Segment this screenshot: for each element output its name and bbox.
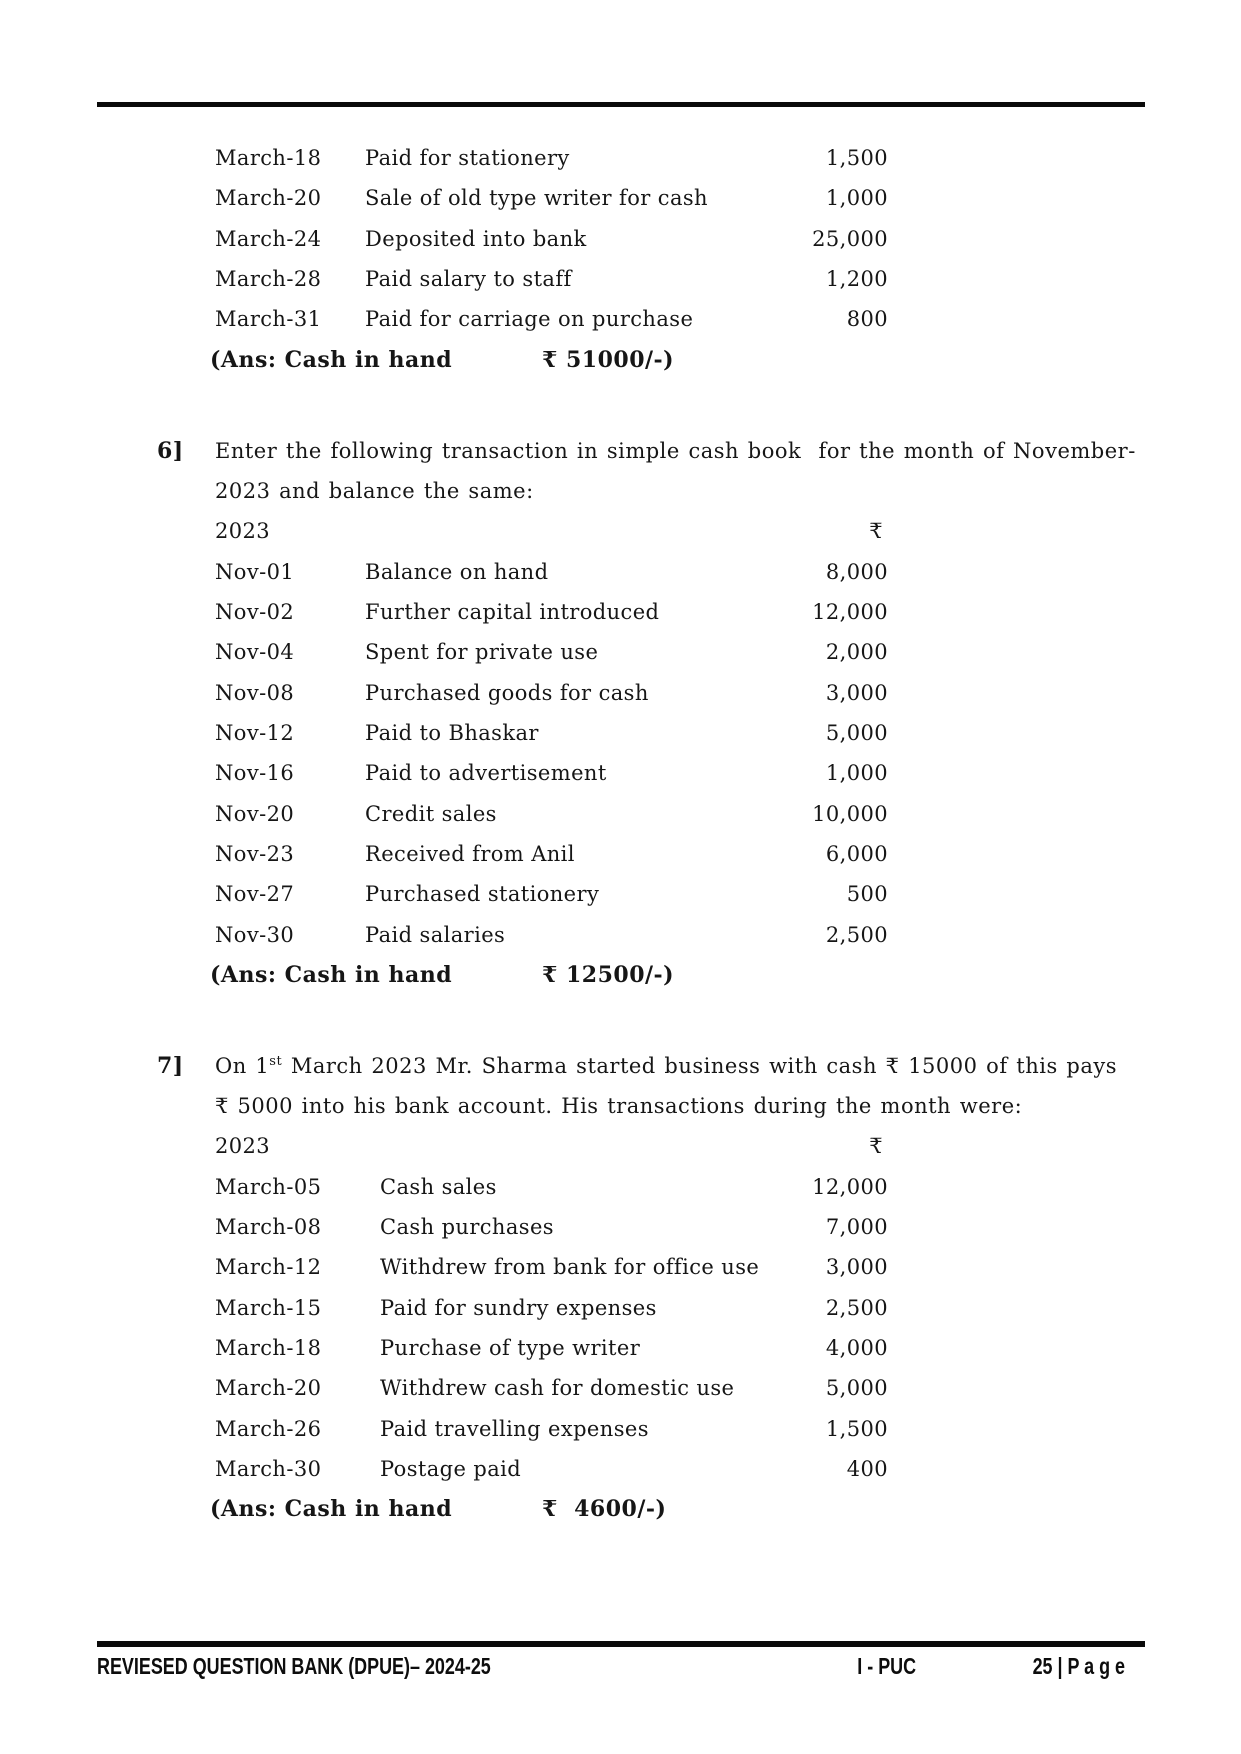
transaction-description: Received from Anil	[365, 841, 575, 866]
question-text: ₹ 5000 into his bank account. His transactions during the month were:	[215, 1094, 1023, 1119]
year-label: 2023	[215, 1134, 271, 1159]
transaction-date: Nov-23	[215, 841, 295, 866]
question-7-line-2	[97, 1086, 1145, 1126]
transaction-amount: 1,500	[825, 1416, 888, 1441]
transaction-description: Paid salary to staff	[365, 266, 572, 291]
transaction-description: Paid for sundry expenses	[380, 1295, 657, 1320]
transaction-row	[97, 834, 1145, 874]
transaction-description: Postage paid	[380, 1457, 522, 1482]
question-number: 6]	[157, 437, 184, 464]
transaction-amount: 3,000	[825, 1255, 888, 1280]
transaction-date: March-18	[215, 146, 322, 170]
year-label: 2023	[215, 519, 271, 544]
footer-center-text: I - PUC	[857, 1653, 917, 1679]
answer-amount: ₹ 12500/-)	[542, 961, 675, 988]
question-6-line-2	[97, 471, 1145, 511]
transaction-row	[97, 178, 1145, 218]
question-text-part: March 2023 Mr. Sharma started business with cash ₹ 15000 of this pays	[282, 1053, 1117, 1078]
transaction-description: Purchased goods for cash	[365, 680, 649, 705]
transaction-date: March-15	[215, 1295, 322, 1320]
transaction-row	[97, 1328, 1145, 1368]
transaction-row	[97, 299, 1145, 339]
answer-line-prev	[97, 340, 1145, 380]
transaction-date: March-05	[215, 1174, 322, 1199]
transaction-amount: 6,000	[825, 841, 888, 866]
transaction-row	[97, 1247, 1145, 1287]
transaction-row	[97, 753, 1145, 793]
transaction-amount: 25,000	[812, 226, 888, 251]
transaction-date: March-08	[215, 1215, 322, 1240]
transaction-description: Paid travelling expenses	[380, 1416, 649, 1441]
transaction-date: March-28	[215, 266, 322, 291]
page-footer	[97, 1651, 1145, 1681]
question-number: 7]	[157, 1052, 184, 1079]
transaction-date: March-26	[215, 1416, 322, 1441]
transaction-date: March-12	[215, 1255, 322, 1280]
transaction-description: Paid to Bhaskar	[365, 720, 539, 745]
transaction-description: Credit sales	[365, 801, 497, 826]
transaction-list-q7	[97, 1167, 1145, 1490]
rupee-symbol: ₹	[869, 1134, 883, 1159]
transaction-date: Nov-02	[215, 599, 295, 624]
transaction-description: Paid for stationery	[365, 146, 570, 170]
transaction-row	[97, 632, 1145, 672]
question-7-line-1	[97, 1046, 1145, 1086]
transaction-date: March-20	[215, 186, 322, 211]
transaction-amount: 7,000	[825, 1215, 888, 1240]
question-text-part: On 1	[215, 1053, 270, 1078]
section-gap	[97, 995, 1145, 1046]
footer-left-text: REVIESED QUESTION BANK (DPUE)– 2024-25	[97, 1653, 491, 1679]
transaction-amount: 3,000	[825, 680, 888, 705]
footer-page-number: 25 | P a g e	[1033, 1653, 1126, 1679]
transaction-description: Cash sales	[380, 1174, 497, 1199]
transaction-description: Further capital introduced	[365, 599, 660, 624]
transaction-date: March-31	[215, 307, 322, 332]
transaction-date: Nov-01	[215, 559, 295, 584]
transaction-date: Nov-20	[215, 801, 295, 826]
transaction-description: Purchased stationery	[365, 882, 600, 907]
transaction-amount: 2,500	[825, 922, 888, 947]
transaction-date: March-30	[215, 1457, 322, 1482]
question-text: 2023 and balance the same:	[215, 478, 534, 503]
section-gap	[97, 380, 1145, 431]
transaction-description: Purchase of type writer	[380, 1336, 641, 1361]
transaction-row	[97, 138, 1145, 178]
transaction-amount: 1,000	[825, 761, 888, 786]
answer-line-q6	[97, 955, 1145, 995]
transaction-list-prev	[97, 138, 1145, 340]
transaction-row	[97, 1167, 1145, 1207]
question-text	[215, 1046, 1117, 1086]
answer-amount: ₹ 51000/-)	[542, 346, 675, 373]
question-text: Enter the following transaction in simple cash book for the month of November-	[215, 438, 1136, 463]
transaction-row	[97, 1288, 1145, 1328]
transaction-description: Spent for private use	[365, 640, 599, 665]
transaction-row	[97, 1409, 1145, 1449]
transaction-amount: 500	[846, 882, 888, 907]
transaction-row	[97, 1449, 1145, 1489]
transaction-description: Withdrew cash for domestic use	[380, 1376, 735, 1401]
transaction-description: Sale of old type writer for cash	[365, 186, 708, 211]
table-header-row-q6	[97, 511, 1145, 551]
transaction-row	[97, 1207, 1145, 1247]
transaction-description: Paid to advertisement	[365, 761, 607, 786]
answer-label: (Ans: Cash in hand	[210, 961, 453, 988]
transaction-row	[97, 874, 1145, 914]
transaction-date: March-18	[215, 1336, 322, 1361]
question-6-line-1	[97, 431, 1145, 471]
transaction-amount: 5,000	[825, 1376, 888, 1401]
transaction-description: Balance on hand	[365, 559, 549, 584]
transaction-amount: 1,500	[825, 146, 888, 170]
answer-line-q7	[97, 1489, 1145, 1529]
transaction-row	[97, 1368, 1145, 1408]
transaction-description: Deposited into bank	[365, 226, 587, 251]
transaction-amount: 800	[846, 307, 888, 332]
transaction-amount: 2,500	[825, 1295, 888, 1320]
transaction-date: Nov-16	[215, 761, 295, 786]
transaction-description: Paid for carriage on purchase	[365, 307, 694, 332]
transaction-date: Nov-08	[215, 680, 295, 705]
transaction-amount: 400	[846, 1457, 888, 1482]
table-header-row-q7	[97, 1126, 1145, 1166]
transaction-amount: 1,000	[825, 186, 888, 211]
transaction-date: Nov-04	[215, 640, 295, 665]
transaction-amount: 5,000	[825, 720, 888, 745]
transaction-row	[97, 552, 1145, 592]
page-content	[97, 138, 1145, 1530]
answer-amount: ₹ 4600/-)	[542, 1496, 667, 1523]
answer-label: (Ans: Cash in hand	[210, 346, 453, 373]
transaction-row	[97, 219, 1145, 259]
footer-horizontal-rule	[97, 1641, 1145, 1647]
transaction-amount: 1,200	[825, 266, 888, 291]
transaction-date: Nov-12	[215, 720, 295, 745]
transaction-amount: 2,000	[825, 640, 888, 665]
transaction-description: Cash purchases	[380, 1215, 554, 1240]
transaction-amount: 4,000	[825, 1336, 888, 1361]
transaction-amount: 8,000	[825, 559, 888, 584]
transaction-row	[97, 915, 1145, 955]
transaction-description: Withdrew from bank for office use	[380, 1255, 760, 1280]
transaction-description: Paid salaries	[365, 922, 506, 947]
transaction-date: Nov-30	[215, 922, 295, 947]
transaction-amount: 10,000	[812, 801, 888, 826]
transaction-list-q6	[97, 552, 1145, 955]
transaction-date: Nov-27	[215, 882, 295, 907]
transaction-row	[97, 794, 1145, 834]
transaction-amount: 12,000	[812, 599, 888, 624]
transaction-row	[97, 713, 1145, 753]
transaction-row	[97, 592, 1145, 632]
rupee-symbol: ₹	[869, 519, 883, 544]
top-horizontal-rule	[97, 102, 1145, 107]
transaction-date: March-24	[215, 226, 322, 251]
transaction-date: March-20	[215, 1376, 322, 1401]
transaction-row	[97, 259, 1145, 299]
transaction-row	[97, 673, 1145, 713]
ordinal-superscript: st	[269, 1053, 283, 1069]
answer-label: (Ans: Cash in hand	[210, 1496, 453, 1523]
transaction-amount: 12,000	[812, 1174, 888, 1199]
